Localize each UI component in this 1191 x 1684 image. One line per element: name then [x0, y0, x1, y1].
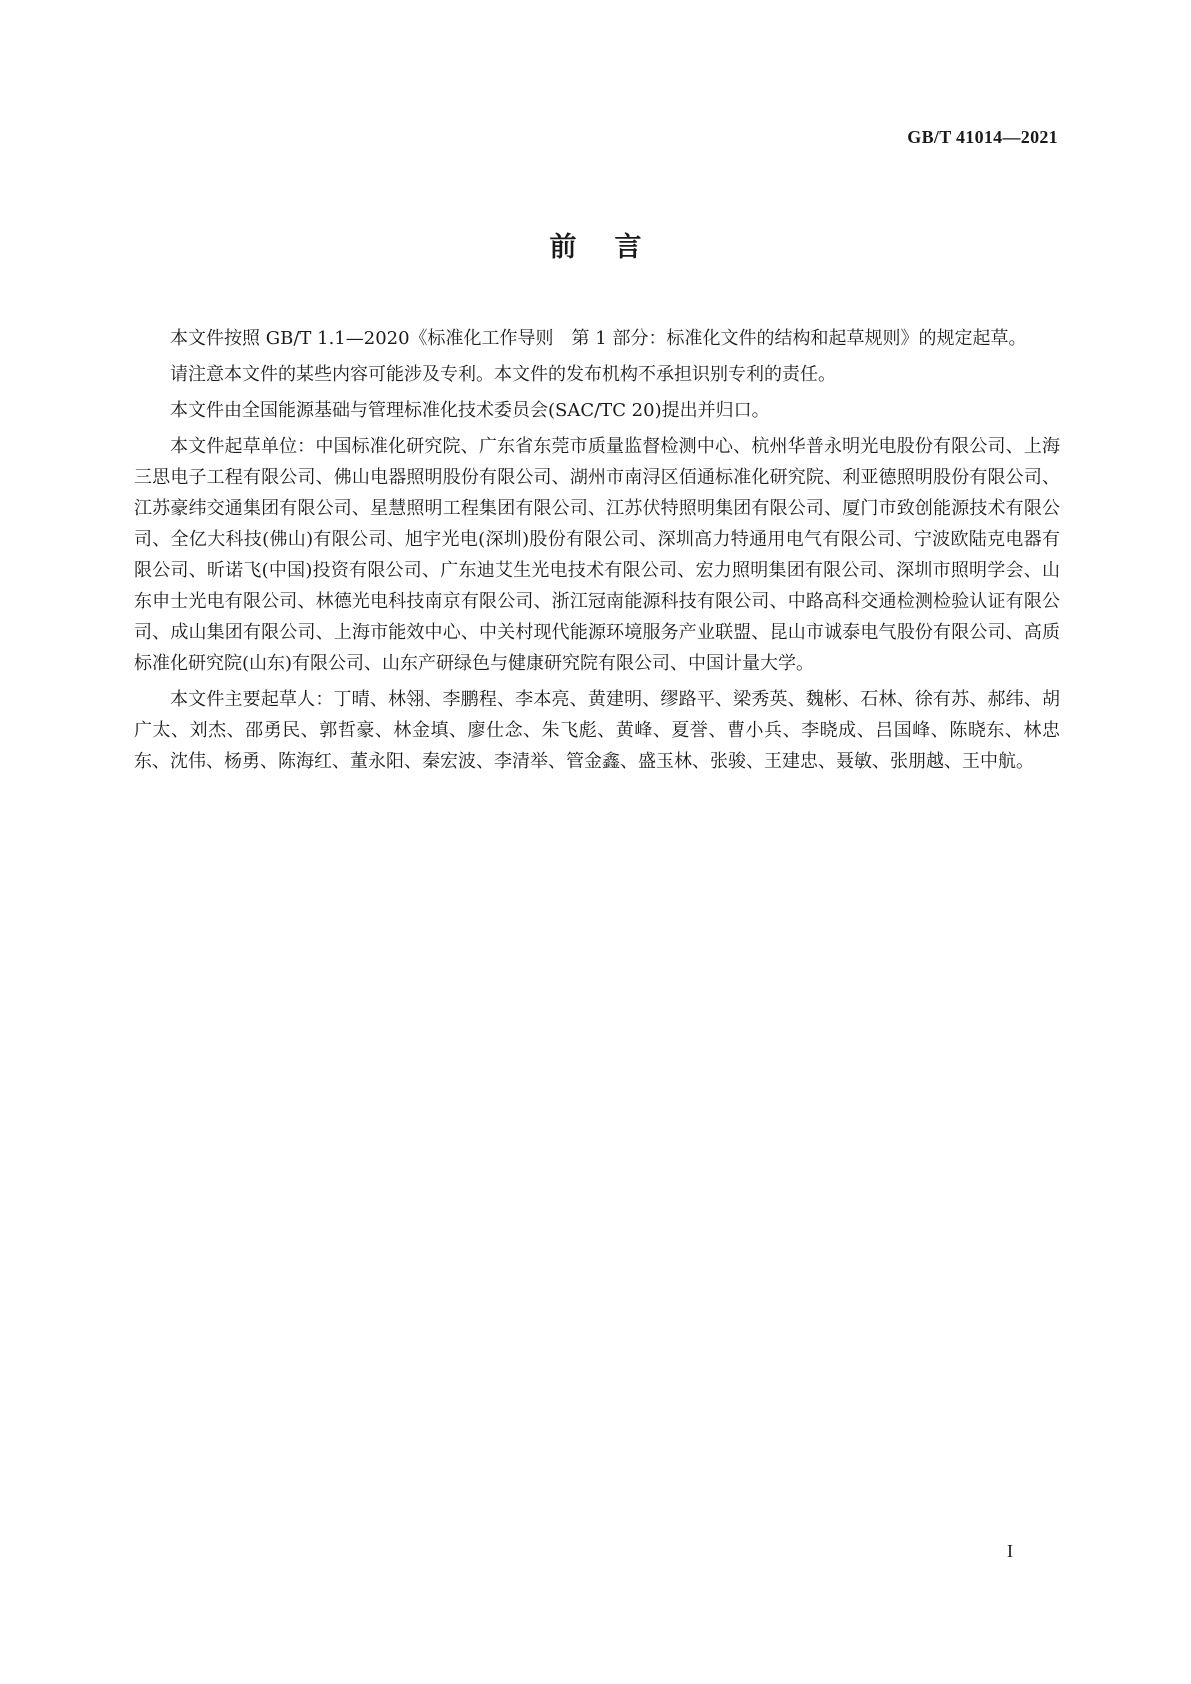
paragraph-drafting-rules: 本文件按照 GB/T 1.1—2020《标准化工作导则 第 1 部分：标准化文件的结构和起草规则》的规定起草。 [170, 328, 1027, 349]
standard-code: GB/T 41014—2021 [907, 127, 1058, 147]
paragraph-committee: 本文件由全国能源基础与管理标准化技术委员会(SAC/TC 20)提出并归口。 [170, 400, 770, 421]
paragraph-drafters: 本文件主要起草人：丁晴、林翎、李鹏程、李本亮、黄建明、缪路平、梁秀英、魏彬、石林、徐有苏、郝纬、胡广太、刘杰、邵勇民、郭哲豪、林金填、廖仕念、朱飞彪、黄峰、夏誉、曹小兵、李晓成、吕国峰、陈晓东、林忠东、沈伟、杨勇、陈海红、董永阳、秦宏波、李清举、管金鑫、盛玉林、张骏、王建忠、聂敏、张朋越、王中航。 [134, 689, 1060, 772]
page-number: I [1007, 1541, 1013, 1561]
paragraph-patent-notice: 请注意本文件的某些内容可能涉及专利。本文件的发布机构不承担识别专利的责任。 [170, 364, 836, 385]
paragraph-drafting-units: 本文件起草单位：中国标准化研究院、广东省东莞市质量监督检测中心、杭州华普永明光电股份有限公司、上海三思电子工程有限公司、佛山电器照明股份有限公司、湖州市南浔区佰通标准化研究院、利亚德照明股份有限公司、江苏豪纬交通集团有限公司、星慧照明工程集团有限公司、江苏伏特照明集团有限公司、厦门市致创能源技术有限公司、全亿大科技(佛山)有限公司、旭宇光电(深圳)股份有限公司、深圳高力特通用电气有限公司、宁波欧陆克电器有限公司、昕诺飞(中国)投资有限公司、广东迪艾生光电技术有限公司、宏力照明集团有限公司、深圳市照明学会、山东申士光电有限公司、林德光电科技南京有限公司、浙江冠南能源科技有限公司、中路高科交通检测检验认证有限公司、成山集团有限公司、上海市能效中心、中关村现代能源环境服务产业联盟、昆山市诚泰电气股份有限公司、高质标准化研究院(山东)有限公司、山东产研绿色与健康研究院有限公司、中国计量大学。 [134, 436, 1060, 674]
preface-body [134, 323, 1060, 782]
page-title: 前言 [549, 232, 680, 263]
